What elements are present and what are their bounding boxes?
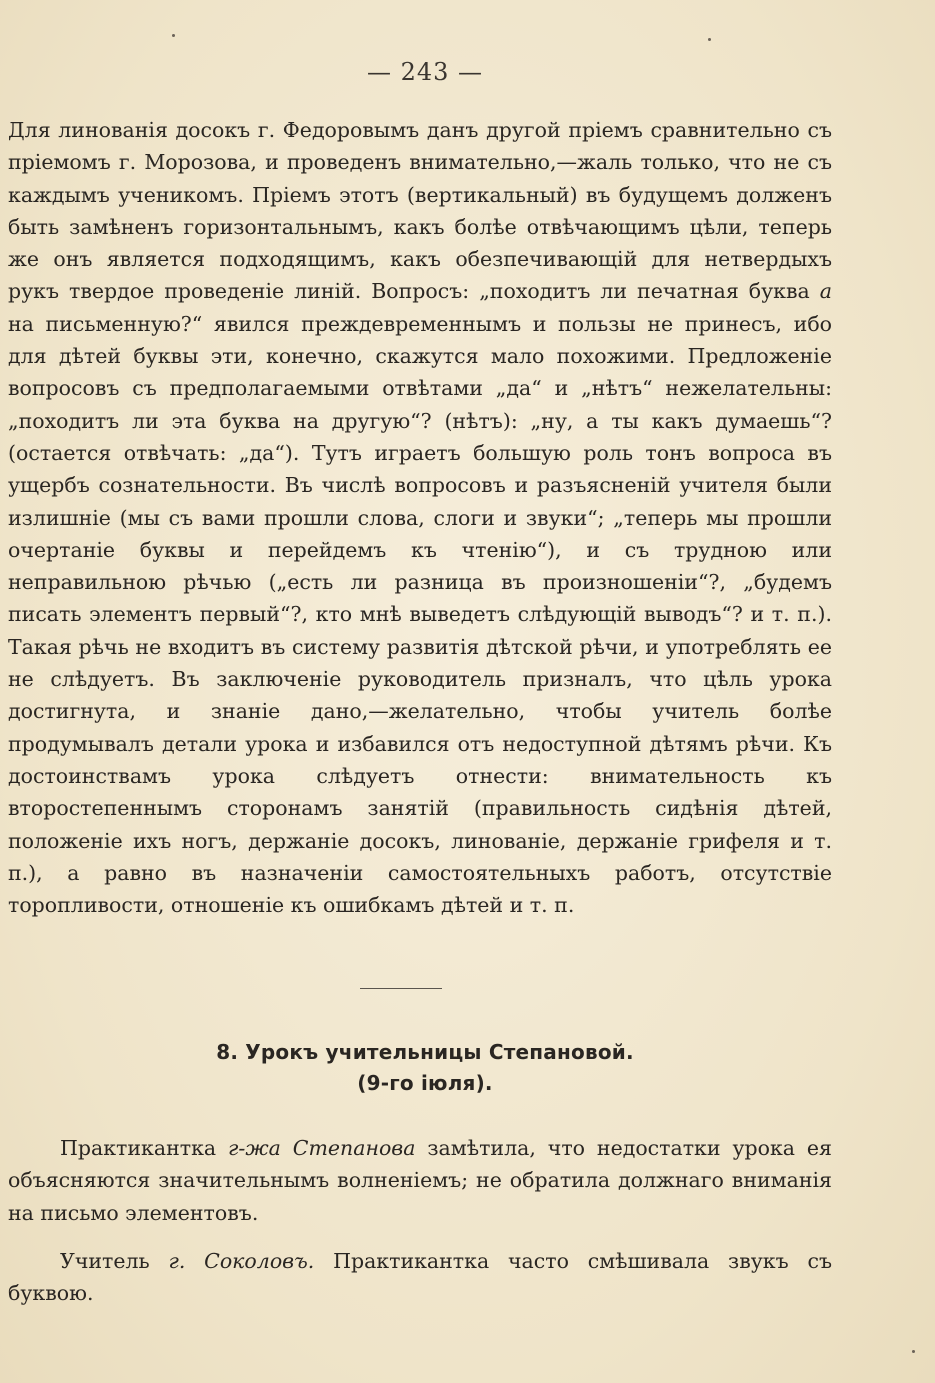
page-number: — 243 — <box>366 58 484 86</box>
body-text-continued: на письменную?“ явился преждевременнымъ и пользы не принесъ, ибо для дѣтей буквы эти, конечно, скажутся мало похожими. Предложеніе вопросовъ съ предполагаемыми отвѣтами „да“ и „нѣтъ“ нежелательны: „походитъ ли эта буква на другую“? (нѣтъ): „ну, а ты какъ думаешь“? (остается отвѣчать: „да“). Тутъ играетъ большую роль тонъ вопроса въ ущербъ сознательности. Въ числѣ вопросовъ и разъясненій учителя были излишніе (мы съ вами прошли слова, слоги и звуки“; „теперь мы прошли очертаніе буквы и перейдемъ къ чтенію“), и съ трудною или неправильною рѣчью („есть ли разница въ произношеніи“?, „будемъ писать элементъ первый“?, кто мнѣ выведетъ слѣдующій выводъ“? и т. п.). Такая рѣчь не входитъ въ систему развитія дѣтской рѣчи, и употреблять ее не слѣдуетъ. Въ заключеніе руководитель призналъ, что цѣль урока достигнута, и знаніе дано,—желательно, чтобы учитель болѣе продумывалъ детали урока и избавился отъ недоступной дѣтямъ рѣчи. Къ достоинствамъ урока слѣдуетъ отнести: внимательность къ второстепеннымъ сторонамъ занятій (правильность сидѣнія дѣтей, положеніе ихъ ногъ, держаніе досокъ, линованіе, держаніе грифеля и т. п.), а равно въ назначеніи самостоятельныхъ работъ, отсутствіе торопливости, отношеніе къ ошибкамъ дѣтей и т. п. <box>8 311 832 918</box>
paper-speck <box>912 1350 915 1353</box>
paragraph-lead: Учитель <box>60 1249 169 1273</box>
body-paragraph <box>8 114 832 921</box>
section-title: 8. Урокъ учительницы Степановой. <box>216 1040 634 1064</box>
paragraph-sokolov <box>8 1245 832 1310</box>
person-name: г-жа Степанова <box>228 1136 416 1160</box>
section-divider <box>360 988 442 989</box>
body-text: Для линованія досокъ г. Федоровымъ данъ другой пріемъ сравнительно съ пріемомъ г. Морозова, и проведенъ внимательно,—жаль только, что не съ каждымъ ученикомъ. Пріемъ этотъ (вертикальный) въ будущемъ долженъ быть замѣненъ горизонтальнымъ, какъ болѣе отвѣчающимъ цѣли, теперь же онъ является подходящимъ, какъ обезпечивающій для нетвердыхъ рукъ твердое проведеніе линій. Вопросъ: „походитъ ли печатная буква <box>8 118 832 304</box>
paragraph-stepanova <box>8 1132 832 1229</box>
paragraph-text: Практикантка часто смѣшивала звукъ съ буквою. <box>8 1249 832 1306</box>
paper-speck <box>708 38 711 41</box>
italic-letter: a <box>819 279 832 304</box>
person-name: г. Соколовъ. <box>168 1249 315 1273</box>
paper-speck <box>172 34 175 37</box>
paragraph-lead: Практикантка <box>60 1136 229 1160</box>
paragraph-text: замѣтила, что недостатки урока ея объясняются значительнымъ волненіемъ; не обратила должнаго вниманія на письмо элементовъ. <box>8 1136 832 1225</box>
section-date: (9-го іюля). <box>357 1071 493 1095</box>
